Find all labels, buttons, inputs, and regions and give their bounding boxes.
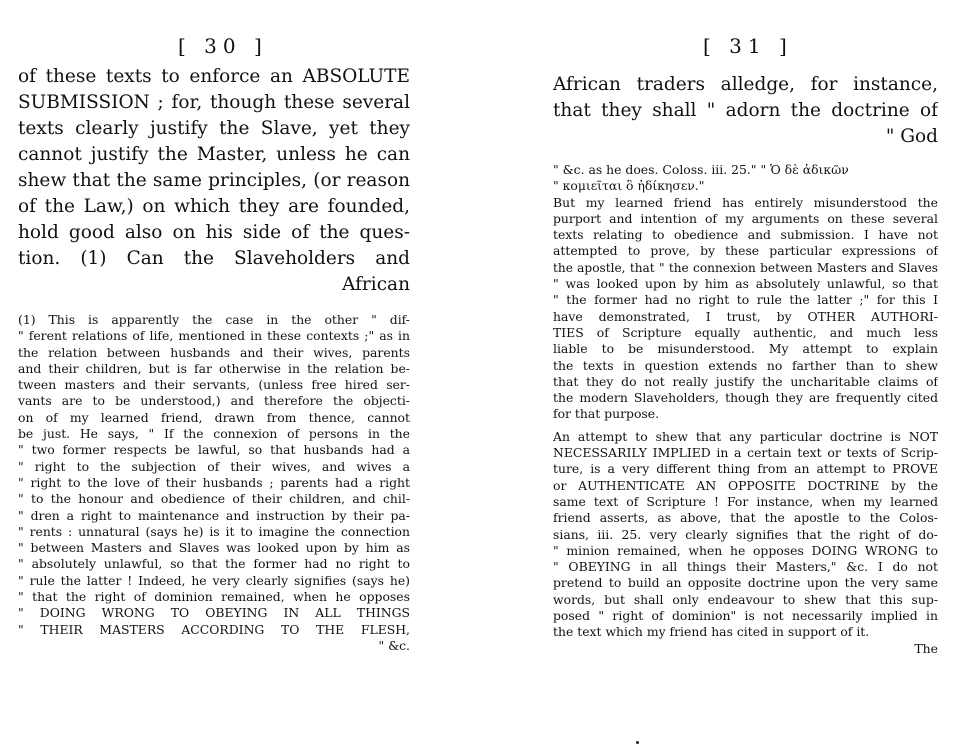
footnote-line: " to the honour and obedience of their children, and chil-: [18, 491, 410, 507]
footnote-line: " rents : unnatural (says he) is it to imagine the connection: [18, 523, 410, 539]
footnote-line: liable to be misunderstood. My attempt to explain: [553, 341, 938, 357]
footnote-line: posed " right of dominion" is not necessarily implied in: [553, 608, 938, 624]
text-line: shew that the same principles, (or reason: [18, 170, 410, 191]
footnote-line: " right to the love of their husbands ; parents had a right: [18, 474, 410, 490]
catchword: African: [342, 274, 410, 295]
footnote-line: " &c.: [378, 637, 410, 653]
main-text: [18, 64, 410, 298]
footnote-line: " &c. as he does. Coloss. iii. 25." " Ὁ δὲ ἀδικῶν: [553, 162, 849, 177]
text-line: of the Law,) on which they are founded,: [18, 196, 410, 217]
footnote-line: on of my learned friend, drawn from thence, cannot: [18, 409, 410, 425]
footnote-line: " that the right of dominion remained, when he opposes: [18, 589, 410, 605]
footnote-line: " THEIR MASTERS ACCORDING TO THE FLESH,: [18, 621, 410, 637]
footnote-line: NECESSARILY IMPLIED in a certain text or texts of Scrip-: [553, 445, 938, 461]
footnote-line: the modern Slaveholders, though they are frequently cited: [553, 390, 938, 406]
text-line: that they shall " adorn the doctrine of: [553, 100, 938, 121]
text-line: texts clearly justify the Slave, yet they: [18, 118, 410, 139]
page-number: [ 30 ]: [178, 34, 268, 58]
footnote-line: pretend to build an opposite doctrine upon the very same: [553, 575, 938, 591]
footnote-line: be just. He says, " If the connexion of persons in the: [18, 426, 410, 442]
main-text: [553, 72, 938, 150]
footnote-line: texts relating to obedience and submission. I have not: [553, 227, 938, 243]
footnote-line: " right to the subjection of their wives, and wives a: [18, 458, 410, 474]
footnote-line: the relation between husbands and their wives, parents: [18, 344, 410, 360]
footnote-line: and their children, but is far otherwise in the relation be-: [18, 360, 410, 376]
footnote-line: " two former respects be lawful, so that husbands had a: [18, 442, 410, 458]
footnote-line: sians, iii. 25. very clearly signifies that the right of do-: [553, 526, 938, 542]
catchword: The: [914, 640, 938, 656]
footnote-line: the texts in question extends no farther than to shew: [553, 357, 938, 373]
footnote-line: " absolutely unlawful, so that the former had no right to: [18, 556, 410, 572]
footnote-line: or AUTHENTICATE AN OPPOSITE DOCTRINE by the: [553, 477, 938, 493]
text-line: hold good also on his side of the ques-: [18, 222, 410, 243]
footnote-line: the text which my friend has cited in support of it.: [553, 624, 870, 640]
text-line: African traders alledge, for instance,: [553, 74, 938, 95]
footnote-line: words, but shall only endeavour to shew that this sup-: [553, 591, 938, 607]
footnote-line: But my learned friend has entirely misunderstood the: [553, 194, 938, 210]
footnote-line: the apostle, that " the connexion between Masters and Slaves: [553, 260, 938, 275]
text-line: cannot justify the Master, unless he can: [18, 144, 410, 165]
text-line: tion. (1) Can the Slaveholders and: [18, 248, 410, 269]
text-line: of these texts to enforce an ABSOLUTE: [18, 66, 410, 87]
footnote-line: tween masters and their servants, (unless free hired ser-: [18, 377, 410, 393]
footnote-line: " between Masters and Slaves was looked upon by him as: [18, 540, 410, 556]
footnote-line: same text of Scripture ! For instance, when my learned: [553, 493, 938, 509]
footnote-line: " OBEYING in all things their Masters," &c. I do not: [553, 559, 938, 575]
footnote: [553, 162, 938, 657]
footnote-line: " minion remained, when he opposes DOING WRONG to: [553, 542, 938, 558]
footnote-line: TIES of Scripture equally authentic, and much less: [553, 324, 938, 340]
footnote-line: (1) This is apparently the case in the other " dif-: [18, 312, 410, 327]
footnote-line: An attempt to shew that any particular doctrine is NOT: [553, 428, 938, 444]
footnote-line: " rule the latter ! Indeed, he very clearly signifies (says he): [18, 572, 410, 588]
text-line: SUBMISSION ; for, though these several: [18, 92, 410, 113]
page-number: [ 31 ]: [703, 34, 793, 58]
ink-speck: [636, 741, 639, 744]
footnote-line: vants are to be understood,) and therefore the objecti-: [18, 393, 410, 409]
footnote-line: for that purpose.: [553, 406, 660, 422]
footnote-line: have demonstrated, I trust, by OTHER AUTHORI-: [553, 308, 938, 324]
footnote-line: purport and intention of my arguments on these several: [553, 210, 938, 226]
footnote-line: " ferent relations of life, mentioned in these contexts ;" as in: [18, 328, 410, 344]
footnote-line: " the former had no right to rule the latter ;" for this I: [553, 292, 938, 308]
footnote-line: attempted to prove, by these particular expressions of: [553, 243, 938, 259]
footnote-line: that they do not really justify the uncharitable claims of: [553, 373, 938, 389]
footnote-line: friend asserts, as above, that the apostle to the Colos-: [553, 510, 938, 526]
footnote-line: " was looked upon by him as absolutely unlawful, so that: [553, 276, 938, 292]
footnote-line: ture, is a very different thing from an attempt to PROVE: [553, 461, 938, 477]
catchword: " God: [885, 126, 938, 147]
footnote-line: " κομιεῖται ὃ ἠδίκησεν.": [553, 178, 705, 194]
footnote-line: " dren a right to maintenance and instruction by their pa-: [18, 507, 410, 523]
footnote: [18, 312, 410, 654]
footnote-line: " DOING WRONG TO OBEYING IN ALL THINGS: [18, 605, 410, 621]
